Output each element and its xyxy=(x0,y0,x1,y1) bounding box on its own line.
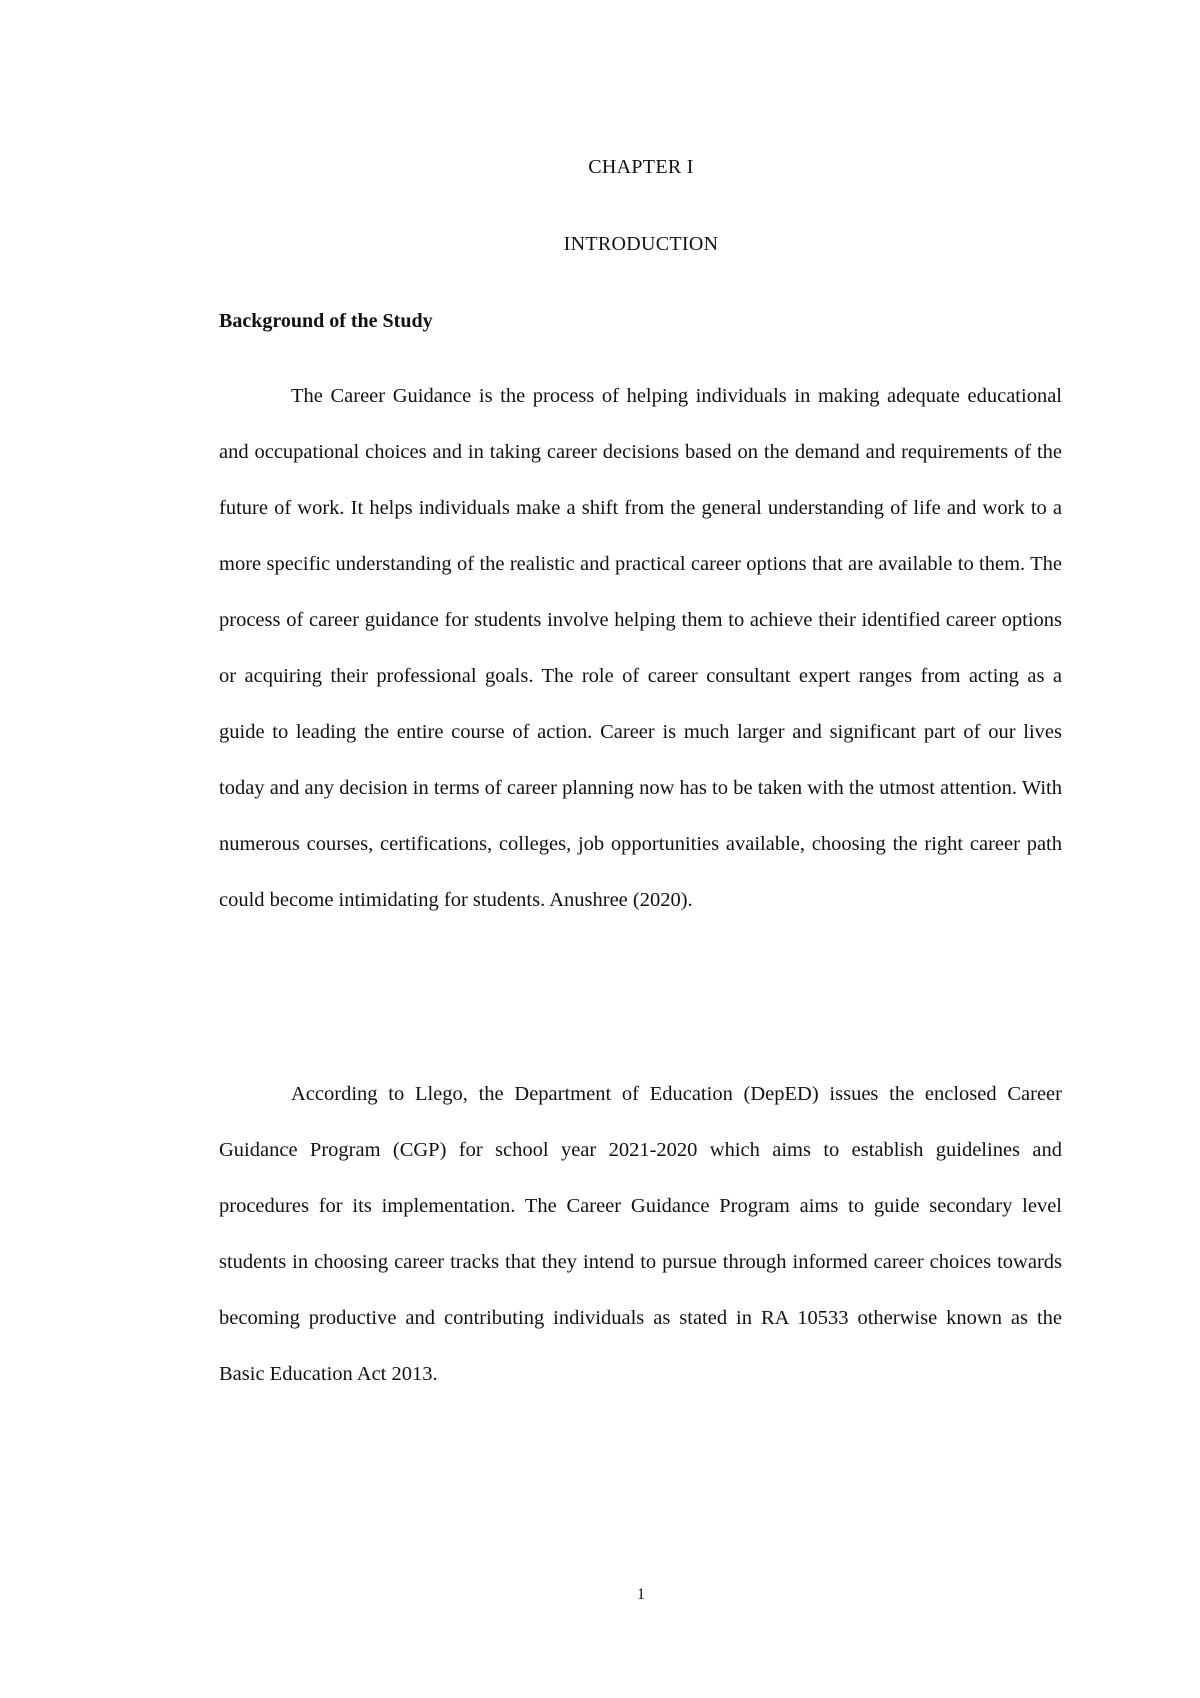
chapter-label: CHAPTER I xyxy=(588,156,694,178)
chapter-title: INTRODUCTION xyxy=(563,233,719,255)
page-number: 1 xyxy=(637,1586,645,1603)
paragraph: The Career Guidance is the process of helping individuals in making adequate educational and occupational choices and in taking career decisions based on the demand and requirements of the future of work. It helps individuals make a shift from the general understanding of life and work to a more specific understanding of the realistic and practical career options that are available to them. The process of career guidance for students involve helping them to achieve their identified career options or acquiring their professional goals. The role of career consultant expert ranges from acting as a guide to leading the entire course of action. Career is much larger and significant part of our lives today and any decision in terms of career planning now has to be taken with the utmost attention. With numerous courses, certifications, colleges, job opportunities available, choosing the right career path could become intimidating for students. Anushree (2020). xyxy=(219,385,1062,911)
section-heading: Background of the Study xyxy=(219,310,433,332)
paragraph: According to Llego, the Department of Education (DepED) issues the enclosed Career Guidance Program (CGP) for school year 2021-2020 which aims to establish guidelines and procedures for its implementation. The Career Guidance Program aims to guide secondary level students in choosing career tracks that they intend to pursue through informed career choices towards becoming productive and contributing individuals as stated in RA 10533 otherwise known as the Basic Education Act 2013. xyxy=(219,1083,1062,1385)
